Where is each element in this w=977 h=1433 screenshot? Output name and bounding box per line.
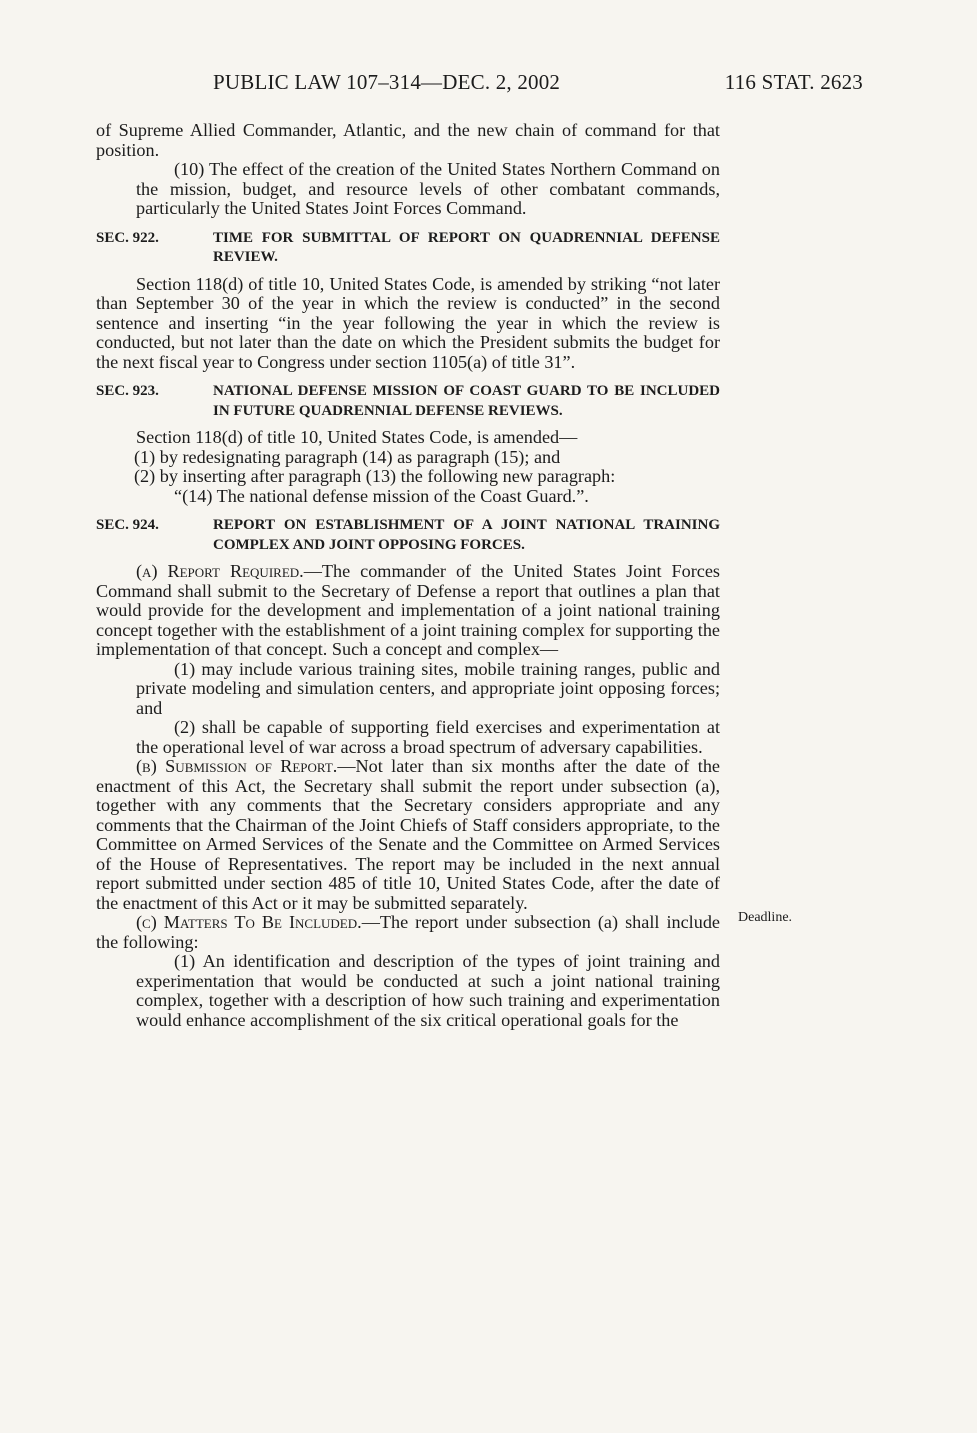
subsection-b [96, 757, 720, 913]
subsection-b-heading: (b) Submission of Report. [136, 756, 338, 776]
section-923-item-1: (1) by redesignating paragraph (14) as paragraph (15); and [134, 446, 561, 467]
subsection-c [96, 913, 720, 952]
section-number: SEC. 924. [96, 517, 159, 533]
subsection-c-item-1: (1) An identification and description of the types of joint training and experimentation that would be conducted at such a joint national training complex, together with a description of how such training and experimentation would enhance accomplishment of the six critical operational goals for the [136, 951, 720, 1030]
section-number: SEC. 923. [96, 383, 159, 399]
subsection-a [96, 562, 720, 660]
section-title: NATIONAL DEFENSE MISSION OF COAST GUARD TO BE INCLUDED IN FUTURE QUADRENNIAL DEFENSE REVIEWS. [213, 383, 720, 419]
section-923-heading [96, 382, 720, 421]
section-924-heading [96, 516, 720, 555]
paragraph-10: (10) The effect of the creation of the United States Northern Command on the mission, budget, and resource levels of other combatant commands, particularly the United States Joint Forces Command. [136, 159, 720, 218]
subsection-a-heading: (a) Report Required. [136, 561, 304, 581]
subsection-a-text: —The commander of the United States Joint Forces Command shall submit to the Secretary of Defense a report that outlines a plan that would provide for the development and implementation of a joint national training concept together with the establishment of a joint training complex for supporting the implementation of that concept. Such a concept and complex— [96, 561, 720, 659]
section-number: SEC. 922. [96, 229, 159, 246]
subsection-c-text: —The report under subsection (a) shall include the following: [96, 912, 720, 952]
section-923-intro: Section 118(d) of title 10, United States Code, is amended— [136, 427, 578, 447]
subsection-c-heading: (c) Matters To Be Included. [136, 912, 362, 932]
section-922-text: Section 118(d) of title 10, United States Code, is amended by striking “not later than September 30 of the year in which the review is conducted” in the second sentence and inserting “in the year following the year in which the review is conducted, but not later than the date on which the President submits the budget for the next fiscal year to Congress under section 1105(a) of title 31”. [96, 273, 720, 372]
law-citation: PUBLIC LAW 107–314—DEC. 2, 2002 [213, 70, 561, 94]
subsection-b-text: —Not later than six months after the date of the enactment of this Act, the Secretary shall submit the report under subsection (a), together with any comments that the Secretary considers appropriate and any comments that the Chairman of the Joint Chiefs of Staff considers appropriate, to the Committee on Armed Services of the Senate and the Committee on Armed Services of the House of Representatives. The report may be included in the next annual report submitted under section 485 of title 10, United States Code, after the date of the enactment of this Act or it may be submitted separately. [96, 756, 720, 913]
section-title: TIME FOR SUBMITTAL OF REPORT ON QUADRENNIAL DEFENSE REVIEW. [213, 229, 720, 265]
margin-note: Deadline. [738, 910, 793, 925]
section-923-item-2: (2) by inserting after paragraph (13) the following new paragraph: [134, 466, 616, 486]
statute-page: 116 STAT. 2623 [724, 70, 863, 94]
page-header [213, 70, 863, 100]
section-923-quoted-paragraph: “(14) The national defense mission of the Coast Guard.”. [174, 485, 589, 506]
section-922-heading [96, 229, 720, 268]
subsection-a-item-2: (2) shall be capable of supporting field exercises and experimentation at the operational level of war across a broad spectrum of adversary capabilities. [136, 717, 720, 757]
section-title: REPORT ON ESTABLISHMENT OF A JOINT NATIONAL TRAINING COMPLEX AND JOINT OPPOSING FORCES. [213, 517, 720, 553]
subsection-a-item-1: (1) may include various training sites, mobile training ranges, public and private modeling and simulation centers, and appropriate joint opposing forces; and [136, 658, 720, 718]
document-body [96, 121, 720, 1030]
paragraph-continuation: of Supreme Allied Commander, Atlantic, and the new chain of command for that position. [96, 120, 720, 160]
